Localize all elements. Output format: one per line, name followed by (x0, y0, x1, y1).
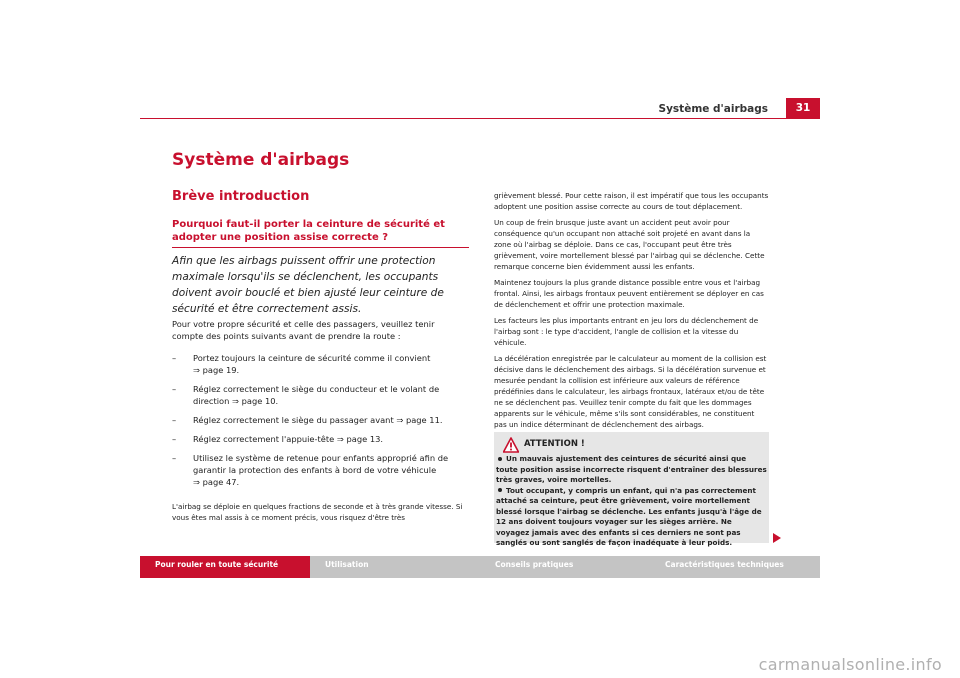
heading-rule (172, 247, 469, 248)
body-paragraph: Pour votre propre sécurité et celle des passagers, veuillez tenir compte des points suivants avant de prendre la route : (172, 319, 435, 341)
page-reference-link[interactable]: page 11. (405, 415, 443, 425)
list-dash: – (172, 415, 177, 425)
section-title: Système d'airbags (172, 150, 350, 170)
arrow-icon: ⇒ (193, 477, 200, 487)
subsection-title: Brève introduction (172, 189, 310, 204)
right-column (494, 190, 769, 435)
arrow-icon: ⇒ (232, 396, 239, 406)
running-header-title: Système d'airbags (658, 103, 768, 115)
list-item (172, 352, 470, 376)
list-dash: – (172, 434, 177, 444)
warning-triangle-icon (503, 437, 519, 453)
list-item-text: Utilisez le système de retenue pour enfants approprié afin de garantir la protection des enfants à bord de votre véhicule (193, 453, 449, 475)
list-item (172, 433, 470, 445)
list-dash: – (172, 384, 177, 394)
tab-conseils-pratiques[interactable]: Conseils pratiques (495, 560, 574, 569)
warning-item (496, 486, 767, 549)
warning-item-text: Un mauvais ajustement des ceintures de sécurité ainsi que toute position assise incorrecte risquent d'entraîner des blessures très graves, voire mortelles. (496, 454, 767, 484)
paragraph: grièvement blessé. Pour cette raison, il est impératif que tous les occupants adoptent une position assise correcte au cours de tout déplacement. (494, 191, 769, 211)
tab-caracteristiques-techniques[interactable]: Caractéristiques techniques (665, 560, 784, 569)
paragraph: Les facteurs les plus importants entrant en jeu lors du déclenchement de l'airbag sont : le type d'accident, l'angle de collision et la vitesse du véhicule. (494, 316, 759, 347)
intro-text: Afin que les airbags puissent offrir une protection maximale lorsqu'ils se déclenchent, les occupants doivent avoir bouclé et bien ajusté leur ceinture de sécurité et être correctement assis. (172, 255, 444, 315)
airbag-deploy-paragraph: L'airbag se déploie en quelques fractions de seconde et à très grande vitesse. Si vous êtes mal assis à ce moment précis, vous risquez d'être très (172, 502, 463, 522)
warning-item (496, 454, 767, 486)
page-number: 31 (786, 98, 820, 118)
question-heading: Pourquoi faut-il porter la ceinture de sécurité et adopter une position assise correcte ? (172, 219, 445, 243)
bullet-icon (498, 457, 502, 461)
list-item (172, 452, 470, 488)
list-dash: – (172, 353, 177, 363)
footer-nav (140, 556, 820, 578)
instruction-list (172, 352, 470, 495)
list-dash: – (172, 453, 177, 463)
watermark: carmanualsonline.info (758, 655, 942, 674)
warning-body (496, 454, 767, 549)
arrow-icon: ⇒ (193, 365, 200, 375)
warning-box (494, 432, 769, 547)
page-reference-link[interactable]: page 19. (202, 365, 240, 375)
warning-item-text: Tout occupant, y compris un enfant, qui n'a pas correctement attaché sa ceinture, peut être grièvement, voire mortellement blessé lorsque l'airbag se déclenche. Les enfants jusqu'à l'âge de 12 ans doivent toujours voyager sur les sièges arrière. Ne voyagez jamais avec des enfants si ces derniers ne sont pas sanglés ou sont sanglés de façon inadéquate à leur poids. (496, 485, 762, 547)
warning-title: ATTENTION ! (524, 439, 585, 449)
paragraph: Maintenez toujours la plus grande distance possible entre vous et l'airbag frontal. Ainsi, les airbags frontaux peuvent entièrement se déployer en cas de déclenchement et offrir une protection maximale. (494, 278, 764, 309)
bullet-icon (498, 488, 502, 492)
paragraph: Un coup de frein brusque juste avant un accident peut avoir pour conséquence qu'un occupant non attaché soit projeté en avant dans la zone où l'airbag se déploie. Dans ce cas, l'occupant peut être très grièvement, voire mortellement blessé par l'airbag qui se déclenche. Cette remarque concerne bien évidemment aussi les enfants. (494, 218, 765, 271)
list-item-text: Portez toujours la ceinture de sécurité comme il convient (193, 353, 431, 363)
tab-utilisation[interactable]: Utilisation (325, 560, 369, 569)
arrow-icon: ⇒ (396, 415, 404, 425)
list-item-text: Réglez correctement le siège du conducteur et le volant de direction (193, 384, 440, 406)
page-reference-link[interactable]: page 10. (241, 396, 279, 406)
list-item (172, 414, 470, 426)
page-reference-link[interactable]: page 47. (202, 477, 240, 487)
arrow-icon: ⇒ (336, 434, 344, 444)
continue-arrow-icon (773, 533, 781, 543)
header-rule (140, 118, 820, 119)
paragraph: La décélération enregistrée par le calculateur au moment de la collision est décisive dans le déclenchement des airbags. Si la décélération survenue et mesurée pendant la collision est inférieure aux valeurs de référence prédéfinies dans le calculateur, les airbags frontaux, latéraux et/ou de tête ne se déclenchent pas. Veuillez tenir compte du fait que les dommages apparents sur le véhicule, même s'ils sont considérables, ne constituent pas un indice déterminant de déclenchement des airbags. (494, 354, 767, 429)
list-item-text: Réglez correctement le siège du passager avant (193, 415, 394, 425)
list-item (172, 383, 470, 407)
page-reference-link[interactable]: page 13. (346, 434, 384, 444)
list-item-text: Réglez correctement l'appuie-tête (193, 434, 335, 444)
tab-pour-rouler[interactable]: Pour rouler en toute sécurité (140, 556, 310, 578)
